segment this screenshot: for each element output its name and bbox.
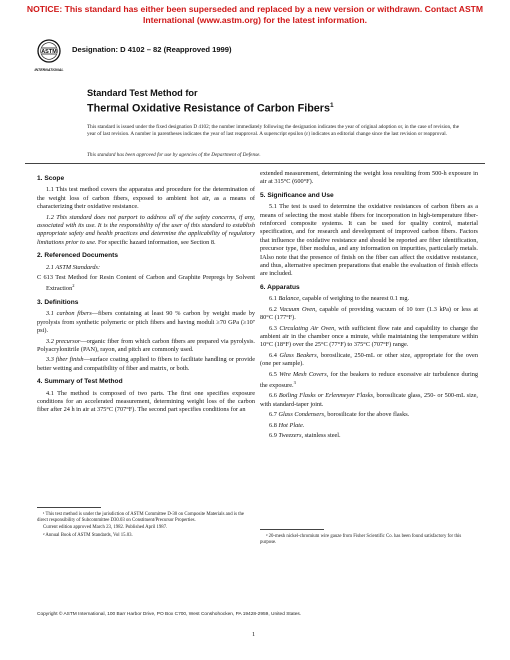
paragraph: 2.1 ASTM Standards: bbox=[46, 263, 101, 271]
apparatus-number: 6.3 bbox=[269, 324, 280, 332]
document-title bbox=[87, 88, 334, 116]
paragraph: 1.1 This test method covers the apparatus and procedure for the determination of the weight loss of carbon fibers, exposed to ambient hot air, as a means of characterizing their oxidative resistance. bbox=[37, 186, 255, 211]
referenced-standard-text: C 613 Test Method for Resin Content of Carbon and Graphite Prepregs by Solvent Extraction bbox=[37, 274, 255, 293]
apparatus-term: Glass Condensers bbox=[278, 411, 325, 419]
paragraph bbox=[37, 214, 255, 248]
footnote: ³ 20-mesh nickel-chromium wire gauze from Fisher Scientific Co. has been found satisfactory for this purpose. bbox=[260, 534, 462, 546]
astm-logo-icon bbox=[34, 38, 64, 76]
definition-term: 3.1 carbon fibers bbox=[46, 310, 92, 318]
apparatus-text: , borosilicate for the above flasks. bbox=[324, 411, 410, 419]
right-footnotes bbox=[260, 529, 478, 547]
notice-line-2: International (www.astm.org) for the latest information. bbox=[142, 14, 368, 25]
section-heading: 4. Summary of Test Method bbox=[37, 378, 123, 386]
apparatus-item bbox=[260, 295, 478, 303]
apparatus-text: , stainless steel. bbox=[301, 432, 341, 440]
footnote: Current edition approved March 23, 1982. Published April 1987. bbox=[43, 525, 168, 531]
title-footnote-mark: 1 bbox=[330, 102, 334, 109]
apparatus-number: 6.7 bbox=[269, 411, 279, 419]
apparatus-term: Glass Beakers bbox=[279, 351, 317, 359]
apparatus-text: , with sufficient flow rate and capability to change the ambient air in the chamber once a minute, while maintaining the temperature within 10°C (18°F) over the 25°C (77°F) to 375°C (707°F) range. bbox=[260, 324, 479, 349]
section-heading: 1. Scope bbox=[37, 175, 65, 182]
logo-wordmark: INTERNATIONAL bbox=[34, 68, 64, 72]
apparatus-term: Tweezers bbox=[278, 432, 302, 440]
definition bbox=[37, 356, 255, 373]
definition bbox=[37, 310, 255, 335]
paragraph: 5.1 The test is used to determine the oxidative resistances of carbon fibers as a means of selecting the most stable fibers for incorporation in high-temperature fiber-reinforced composite systems. It can be used for quality control, material specification, and for research and development of improved carbon fibers. Factors that influence the oxidative resistance and should be reported are fiber identification, precursor type, fiber modulus, and any information on impurities, particularly metals. IAlso note that the presence of finish on the fiber can affect the oxidative resistance, and thus, alternative specimen preparations that enable the evaluation of finish effects are included. bbox=[260, 203, 478, 278]
definition-text: —organic fiber from which carbon fibers are prepared via pyrolysis. Polyacrylonitrile (PAN), rayon, and pitch are commonly used. bbox=[37, 337, 255, 353]
apparatus-text: , borosilicate, 250-mL or other size, appropriate for the oven (one per sample). bbox=[260, 351, 479, 368]
apparatus-number: 6.1 bbox=[269, 295, 279, 303]
section-heading: 5. Significance and Use bbox=[260, 191, 334, 199]
section-heading: 3. Definitions bbox=[37, 298, 79, 306]
apparatus-number: 6.4 bbox=[269, 351, 280, 359]
withdrawal-notice bbox=[10, 4, 500, 25]
footnote-mark: 3 bbox=[293, 379, 296, 385]
apparatus-item bbox=[260, 392, 478, 409]
safety-statement: 1.2 This standard does not purport to address all of the safety concerns, if any, associated with its use. It is the responsibility of the user of this standard to establish appropriate safety and health practices and determine the applicability of regulatory limitations prior to use. bbox=[37, 213, 255, 246]
paragraph: 4.1 The method is composed of two parts. The first one specifies exposure conditions for an accelerated measurement, determining weight loss of the carbon fiber after 24 h in air at 375°C (707°F). The second part specifies conditions for an bbox=[37, 389, 255, 414]
notice-line-1: NOTICE: This standard has either been superseded and replaced by a new version or withdrawn. Contact ASTM bbox=[26, 4, 484, 14]
apparatus-text: , borosilicate glass, 250- or 500-mL size, with standard-taper joint. bbox=[260, 392, 478, 408]
left-footnotes bbox=[37, 507, 255, 540]
apparatus-term: Vacuum Oven bbox=[279, 305, 316, 313]
title-line-1: Standard Test Method for bbox=[87, 88, 198, 98]
apparatus-term: Boiling Flasks or Erlenmeyer Flasks bbox=[278, 392, 373, 400]
apparatus-text: , for the beakers to reduce excessive air turbulence during the exposure. bbox=[260, 370, 478, 390]
apparatus-number: 6.8 bbox=[269, 421, 279, 429]
definition-term: 3.3 fiber finish bbox=[46, 356, 84, 364]
divider bbox=[25, 163, 485, 164]
page-number: 1 bbox=[252, 631, 256, 638]
right-column bbox=[260, 170, 478, 442]
apparatus-number: 6.9 bbox=[269, 432, 279, 440]
copyright-line: Copyright © ASTM International, 100 Barr Harbor Drive, PO Box C700, West Conshohocken, PA 19428-2959, United States. bbox=[37, 612, 302, 617]
footnote-mark: 2 bbox=[72, 283, 75, 289]
footnote: ² Annual Book of ASTM Standards, Vol 15.03. bbox=[43, 532, 133, 538]
issued-note: This standard is issued under the fixed designation D 4102; the number immediately following the designation indicates the year of original adoption or, in the case of revision, the year of last revision. A number in parentheses indicates the year of last reapproval. A superscript epsilon (ε) indicates an editorial change since the last revision or reapproval. bbox=[87, 124, 460, 137]
apparatus-term: Wire Mesh Covers bbox=[279, 370, 327, 378]
hazard-reference: For specific hazard information, see Section 8. bbox=[96, 238, 216, 246]
section-heading: 6. Apparatus bbox=[260, 283, 300, 291]
svg-text:ASTM: ASTM bbox=[41, 49, 57, 55]
definition-term: 3.2 precursor bbox=[46, 337, 81, 345]
apparatus-text: , capable of providing vacuum of 10 torr (1.3 kPa) or less at 80°C (177°F). bbox=[260, 305, 478, 322]
apparatus-number: 6.5 bbox=[269, 370, 280, 378]
apparatus-item bbox=[260, 432, 478, 440]
left-column bbox=[37, 170, 255, 417]
title-line-2: Thermal Oxidative Resistance of Carbon Fibers bbox=[87, 102, 331, 115]
apparatus-number: 6.6 bbox=[269, 392, 279, 400]
definition bbox=[37, 338, 255, 355]
apparatus-term: Hot Plate bbox=[278, 421, 303, 429]
apparatus-number: 6.2 bbox=[269, 305, 280, 313]
apparatus-list bbox=[260, 295, 478, 440]
apparatus-item bbox=[260, 352, 478, 369]
footnote-rule bbox=[260, 529, 324, 530]
apparatus-text: . bbox=[302, 421, 305, 429]
apparatus-item bbox=[260, 411, 478, 419]
apparatus-item bbox=[260, 422, 478, 430]
referenced-standard bbox=[37, 274, 255, 294]
footnote-rule bbox=[37, 507, 101, 508]
apparatus-term: Circulating Air Oven bbox=[279, 324, 335, 332]
dod-note: This standard has been approved for use by agencies of the Department of Defense. bbox=[87, 152, 261, 158]
apparatus-item bbox=[260, 325, 478, 350]
apparatus-term: Balance bbox=[278, 295, 300, 303]
definition-text: —fibers containing at least 90 % carbon by weight made by pyrolysis from synthetic polymeric or pitch fibers and having moduli ≥70 GPa (≥10⁷ psi). bbox=[37, 310, 255, 335]
footnote: ¹ This test method is under the jurisdiction of ASTM Committee D-30 on Composite Materials and is the direct responsibility of Subcommittee D30.03 on Constituent/Precursor Properties. bbox=[37, 512, 245, 524]
definition-text: —surface coating applied to fibers to facilitate handling or provide better wetting and compatibility of fiber and matrix, or both. bbox=[37, 356, 255, 372]
apparatus-item bbox=[260, 306, 478, 323]
apparatus-item bbox=[260, 371, 478, 391]
designation: Designation: D 4102 – 82 (Reapproved 1999) bbox=[72, 45, 232, 54]
paragraph-continued: extended measurement, determining the weight loss resulting from 500-h exposure in air at 315°C (600°F). bbox=[260, 170, 478, 186]
apparatus-text: , capable of weighing to the nearest 0.1 mg. bbox=[299, 295, 410, 303]
section-heading: 2. Referenced Documents bbox=[37, 252, 118, 260]
